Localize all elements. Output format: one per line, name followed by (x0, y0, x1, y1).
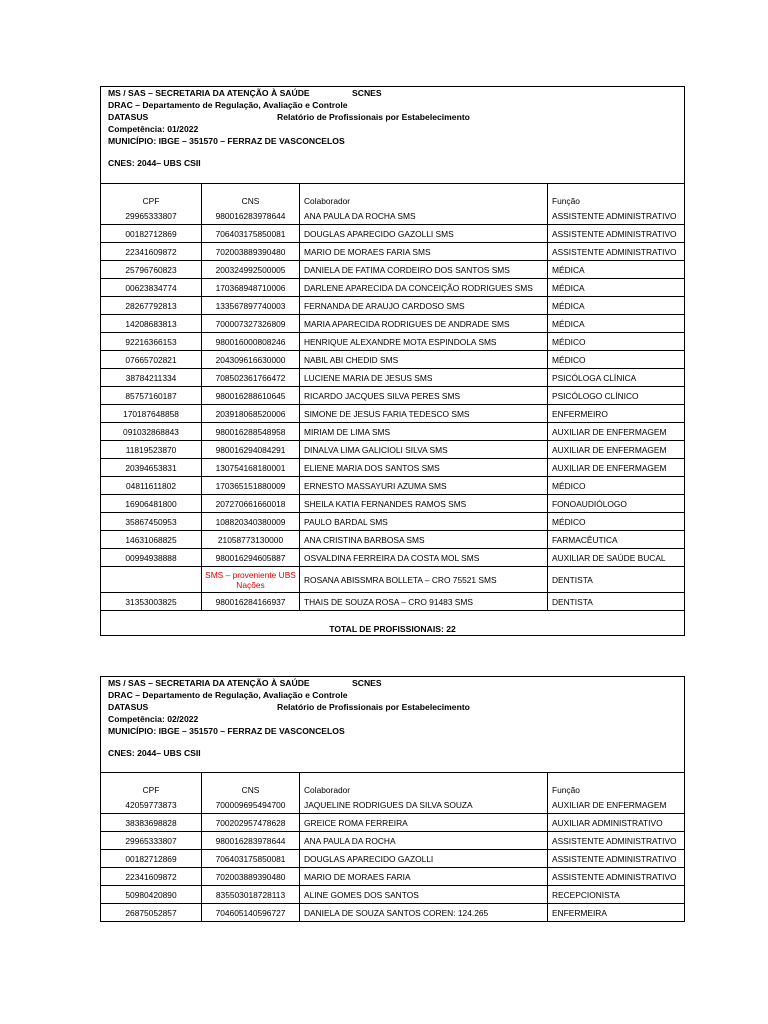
cpf-cell: 22341609872 (101, 243, 202, 261)
cns-cell: 706403175850081 (202, 225, 300, 243)
funcao-cell: MÉDICA (548, 315, 685, 333)
cns-cell: 708502361766472 (202, 369, 300, 387)
funcao-cell: MÉDICO (548, 513, 685, 531)
cns-cell: 980016000808246 (202, 333, 300, 351)
report-competencia-01 (100, 86, 685, 636)
table-row (101, 495, 684, 513)
cpf-cell: 38383698828 (101, 814, 202, 832)
cpf-cell: 42059773873 (101, 796, 202, 814)
funcao-cell: MÉDICO (548, 333, 685, 351)
colaborador-cell: DARLENE APARECIDA DA CONCEIÇÃO RODRIGUES SMS (300, 279, 548, 297)
colaborador-cell: SIMONE DE JESUS FARIA TEDESCO SMS (300, 405, 548, 423)
colaborador-cell: RICARDO JACQUES SILVA PERES SMS (300, 387, 548, 405)
table-row (101, 243, 684, 261)
cpf-cell: 00182712869 (101, 850, 202, 868)
header-cnes: CNES: 2044– UBS CSII (108, 748, 201, 758)
cns-cell: 706403175850081 (202, 850, 300, 868)
funcao-cell: ENFERMEIRA (548, 904, 685, 922)
colaborador-cell: MARIA APARECIDA RODRIGUES DE ANDRADE SMS (300, 315, 548, 333)
cns-cell: 980016283978644 (202, 207, 300, 225)
colaborador-cell: JAQUELINE RODRIGUES DA SILVA SOUZA (300, 796, 548, 814)
table-row (101, 279, 684, 297)
cns-cell: 700202957478628 (202, 814, 300, 832)
table-row (101, 904, 684, 922)
column-header-cpf: CPF (101, 773, 202, 796)
colaborador-cell: OSVALDINA FERREIRA DA COSTA MOL SMS (300, 549, 548, 567)
cpf-cell: 00182712869 (101, 225, 202, 243)
funcao-cell: ASSISTENTE ADMINISTRATIVO (548, 832, 685, 850)
cpf-cell: 091032868843 (101, 423, 202, 441)
table-row (101, 405, 684, 423)
column-header-colaborador: Colaborador (300, 184, 548, 207)
header-cnes: CNES: 2044– UBS CSII (108, 158, 201, 168)
table-row (101, 225, 684, 243)
column-header-colaborador: Colaborador (300, 773, 548, 796)
cns-cell: 170368948710006 (202, 279, 300, 297)
table-row (101, 441, 684, 459)
cns-cell: 980016283978644 (202, 832, 300, 850)
colaborador-cell: ROSANA ABISSMRA BOLLETA – CRO 75521 SMS (300, 567, 548, 593)
cpf-cell: 38784211334 (101, 369, 202, 387)
funcao-cell: ASSISTENTE ADMINISTRATIVO (552, 210, 677, 221)
header-scnes: SCNES (352, 678, 382, 688)
cns-cell: 980016288548958 (202, 423, 300, 441)
table-row (101, 387, 684, 405)
cns-cell: 203918068520006 (202, 405, 300, 423)
cns-cell: 835503018728113 (202, 886, 300, 904)
cns-cell: 207270661660018 (202, 495, 300, 513)
header-competencia: Competência: 02/2022 (108, 714, 199, 724)
table-row (101, 477, 684, 495)
table-row (101, 796, 684, 814)
column-header-cns: CNS (202, 773, 300, 796)
cpf-cell: 35867450953 (101, 513, 202, 531)
colaborador-cell: FERNANDA DE ARAUJO CARDOSO SMS (300, 297, 548, 315)
cpf-cell: 28267792813 (101, 297, 202, 315)
table-row (101, 850, 684, 868)
colaborador-cell: MARIO DE MORAES FARIA SMS (300, 243, 548, 261)
table-row (101, 369, 684, 387)
funcao-cell: DENTISTA (548, 593, 685, 611)
colaborador-cell: DANIELA DE SOUZA SANTOS COREN: 124.265 (300, 904, 548, 922)
cpf-cell: 92216366153 (101, 333, 202, 351)
colaborador-cell: THAIS DE SOUZA ROSA – CRO 91483 SMS (300, 593, 548, 611)
header-datasus: DATASUS (108, 702, 149, 712)
cns-cell: 702003889390480 (202, 243, 300, 261)
header-scnes: SCNES (352, 88, 382, 98)
funcao-cell: PSICÓLOGO CLÍNICO (548, 387, 685, 405)
report-competencia-02 (100, 676, 685, 922)
cpf-cell (101, 567, 202, 593)
cns-cell: 980016284166937 (202, 593, 300, 611)
funcao-cell: ASSISTENTE ADMINISTRATIVO (548, 868, 685, 886)
header-drac: DRAC – Departamento de Regulação, Avaliação e Controle (108, 690, 348, 700)
cns-cell: 980016294084291 (202, 441, 300, 459)
table-row (101, 459, 684, 477)
funcao-cell: RECEPCIONISTA (548, 886, 685, 904)
cns-cell: 700009695494700 (202, 796, 300, 814)
cns-cell: 200324992500005 (202, 261, 300, 279)
colaborador-cell: ANA PAULA DA ROCHA SMS (300, 207, 548, 225)
cns-cell: 130754168180001 (202, 459, 300, 477)
header-datasus: DATASUS (108, 112, 149, 122)
cpf-cell: 50980420890 (101, 886, 202, 904)
cpf-cell: 00994938888 (101, 549, 202, 567)
colaborador-cell: SHEILA KATIA FERNANDES RAMOS SMS (300, 495, 548, 513)
cpf-cell: 04811611802 (101, 477, 202, 495)
colaborador-cell: ALINE GOMES DOS SANTOS (300, 886, 548, 904)
cpf-cell: 20394653831 (101, 459, 202, 477)
funcao-cell: MÉDICA (548, 261, 685, 279)
table-row (101, 261, 684, 279)
colaborador-cell: LUCIENE MARIA DE JESUS SMS (300, 369, 548, 387)
colaborador-cell: DANIELA DE FATIMA CORDEIRO DOS SANTOS SMS (300, 261, 548, 279)
cpf-cell: 25796760823 (101, 261, 202, 279)
cns-cell: 702003889390480 (202, 868, 300, 886)
table-row (101, 886, 684, 904)
funcao-cell: ASSISTENTE ADMINISTRATIVO (548, 243, 685, 261)
cpf-cell: 16906481800 (101, 495, 202, 513)
cpf-cell: 22341609872 (101, 868, 202, 886)
funcao-cell: DENTISTA (548, 567, 685, 593)
table-header-row (101, 184, 684, 207)
report-header (101, 677, 684, 773)
professionals-table (101, 184, 684, 610)
cpf-cell: 14208683813 (101, 315, 202, 333)
header-municipio: MUNICÍPIO: IBGE – 351570 – FERRAZ DE VASCONCELOS (108, 136, 345, 146)
table-row (101, 333, 684, 351)
table-row (101, 868, 684, 886)
cpf-cell: 26875052857 (101, 904, 202, 922)
funcao-cell: AUXILIAR DE ENFERMAGEM (548, 459, 685, 477)
table-header-row (101, 773, 684, 796)
colaborador-cell: NABIL ABI CHEDID SMS (300, 351, 548, 369)
colaborador-cell: PAULO BARDAL SMS (300, 513, 548, 531)
colaborador-cell: ANA CRISTINA BARBOSA SMS (300, 531, 548, 549)
colaborador-cell: ELIENE MARIA DOS SANTOS SMS (300, 459, 548, 477)
colaborador-cell: ANA PAULA DA ROCHA (300, 832, 548, 850)
colaborador-cell: GREICE ROMA FERREIRA (300, 814, 548, 832)
cpf-cell: 07665702821 (101, 351, 202, 369)
column-header-funcao: Função (552, 196, 580, 206)
report-header (101, 87, 684, 184)
funcao-cell: PSICÓLOGA CLÍNICA (548, 369, 685, 387)
cns-cell: 704605140596727 (202, 904, 300, 922)
table-row (101, 832, 684, 850)
provenance-note: SMS – proveniente UBS Nações (202, 567, 300, 593)
table-row (101, 315, 684, 333)
funcao-cell: MÉDICA (548, 297, 685, 315)
colaborador-cell: ERNESTO MASSAYURI AZUMA SMS (300, 477, 548, 495)
total-professionals: TOTAL DE PROFISSIONAIS: 22 (101, 610, 684, 635)
table-row (101, 351, 684, 369)
cns-cell: 108820340380009 (202, 513, 300, 531)
table-row (101, 814, 684, 832)
table-row (101, 297, 684, 315)
table-row (101, 513, 684, 531)
column-header-cns: CNS (202, 184, 300, 207)
colaborador-cell: HENRIQUE ALEXANDRE MOTA ESPINDOLA SMS (300, 333, 548, 351)
cns-cell: 170365151880009 (202, 477, 300, 495)
colaborador-cell: MARIO DE MORAES FARIA (300, 868, 548, 886)
cpf-cell: 11819523870 (101, 441, 202, 459)
cns-cell: 980016294605887 (202, 549, 300, 567)
header-ministry: MS / SAS – SECRETARIA DA ATENÇÃO À SAÚDE (108, 88, 310, 98)
table-row (101, 531, 684, 549)
funcao-cell: ASSISTENTE ADMINISTRATIVO (548, 225, 685, 243)
column-header-funcao: Função (552, 785, 580, 795)
cpf-cell: 85757160187 (101, 387, 202, 405)
funcao-cell: AUXILIAR DE ENFERMAGEM (548, 423, 685, 441)
colaborador-cell: MIRIAM DE LIMA SMS (300, 423, 548, 441)
column-header-cpf: CPF (101, 184, 202, 207)
funcao-cell: MÉDICA (548, 279, 685, 297)
funcao-cell: AUXILIAR DE ENFERMAGEM (552, 799, 667, 810)
header-report-title: Relatório de Profissionais por Estabelecimento (277, 702, 470, 712)
cpf-cell: 29965333807 (101, 207, 202, 225)
header-drac: DRAC – Departamento de Regulação, Avaliação e Controle (108, 100, 348, 110)
table-row (101, 207, 684, 225)
cns-cell: 133567897740003 (202, 297, 300, 315)
cns-cell: 204309616630000 (202, 351, 300, 369)
funcao-cell: AUXILIAR DE ENFERMAGEM (548, 441, 685, 459)
header-ministry: MS / SAS – SECRETARIA DA ATENÇÃO À SAÚDE (108, 678, 310, 688)
cpf-cell: 31353003825 (101, 593, 202, 611)
header-report-title: Relatório de Profissionais por Estabelecimento (277, 112, 470, 122)
table-row (101, 423, 684, 441)
table-row (101, 549, 684, 567)
funcao-cell: FONOAUDIÓLOGO (548, 495, 685, 513)
cns-cell: 21058773130000 (202, 531, 300, 549)
table-row (101, 593, 684, 611)
funcao-cell: AUXILIAR ADMINISTRATIVO (548, 814, 685, 832)
professionals-table (101, 773, 684, 921)
funcao-cell: FARMACÊUTICA (548, 531, 685, 549)
cpf-cell: 29965333807 (101, 832, 202, 850)
funcao-cell: MÉDICO (548, 477, 685, 495)
funcao-cell: ASSISTENTE ADMINISTRATIVO (548, 850, 685, 868)
colaborador-cell: DOUGLAS APARECIDO GAZOLLI SMS (300, 225, 548, 243)
funcao-cell: AUXILIAR DE SAÚDE BUCAL (548, 549, 685, 567)
cpf-cell: 00623834774 (101, 279, 202, 297)
colaborador-cell: DINALVA LIMA GALICIOLI SILVA SMS (300, 441, 548, 459)
funcao-cell: MÉDICO (548, 351, 685, 369)
table-row (101, 567, 684, 593)
header-competencia: Competência: 01/2022 (108, 124, 199, 134)
colaborador-cell: DOUGLAS APARECIDO GAZOLLI (300, 850, 548, 868)
cpf-cell: 170187648858 (101, 405, 202, 423)
funcao-cell: ENFERMEIRO (548, 405, 685, 423)
cns-cell: 700007327326809 (202, 315, 300, 333)
cpf-cell: 14631068825 (101, 531, 202, 549)
header-municipio: MUNICÍPIO: IBGE – 351570 – FERRAZ DE VASCONCELOS (108, 726, 345, 736)
cns-cell: 980016288610645 (202, 387, 300, 405)
